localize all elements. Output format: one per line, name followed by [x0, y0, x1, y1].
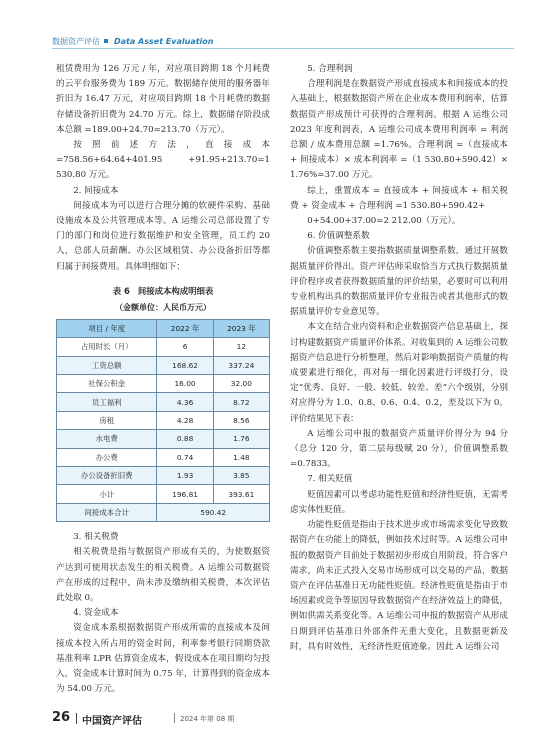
table-cell: 4.36 [157, 393, 213, 411]
table-cell: 办公费 [57, 448, 157, 466]
table-cell: 16.00 [157, 375, 213, 393]
paragraph: 合理利润是在数据资产形成直接成本和间接成本的投入基础上，根据数据资产所在企业成本费用利润率，估算数据资产形成预计可获得的合理利润。根据 A 运维公司 2023 年度利润表，A 运维公司成本费用利润率 = 利润总额 / 成本费用总额 =1.76%。合理利润 =（直接成本 + 间接成本）× 成本利润率 =（1 530.80+590.42）× 1.76%=37.00 万元。 [290, 79, 508, 181]
table-cell: 房租 [57, 411, 157, 429]
table-cell: 3.85 [213, 466, 269, 484]
paragraph: 贬值因素可以考虑功能性贬值和经济性贬值，无需考虑实体性贬值。 [290, 489, 508, 515]
paragraph: 价值调整系数主要指数据质量调整系数，通过开展数据质量评价得出。资产评估师采取恰当方式执行数据质量评价程序或者获得数据质量的评价结果，必要时可以利用专业机构出具的数据质量评价专业报告或者其他形式的数据质量评价专业意见等。 [290, 246, 508, 318]
subheading: 3. 相关税费 [73, 532, 119, 543]
paragraph: 按照前述方法，直接成本 =758.56+64.64+401.95 +91.95+213.70=1 530.80 万元。 [56, 140, 270, 181]
paragraph: 资金成本系根据数据资产形成所需的直接成本及间接成本投入所占用的资金时间，利率参考银行同期贷款基准利率 LPR 估算资金成本，假设成本在项目期均匀投入，资金成本计算时间为 0.75 年，计算得到的资金成本为 54.00 万元。 [56, 623, 270, 695]
table-row [57, 411, 270, 429]
table-row [57, 466, 270, 484]
table-title-text: 间接成本构成明细表 [137, 285, 214, 296]
table-total-label: 间接成本合计 [57, 503, 157, 521]
subheading: 5. 合理利润 [307, 64, 353, 74]
table-total-row [57, 503, 270, 521]
formula-continuation: 0+54.00+37.00=2 212.00（万元）。 [307, 216, 461, 227]
subheading: 4. 资金成本 [73, 608, 119, 619]
table-cell: 12 [213, 338, 269, 356]
table-cell: 4.28 [157, 411, 213, 429]
magazine-name: 中国资产评估 [82, 716, 142, 727]
table-header: 项目 / 年度 [57, 319, 157, 337]
table-cell: 1.76 [213, 430, 269, 448]
table-cell: 占用时长（月） [57, 338, 157, 356]
left-lower-text [56, 530, 270, 697]
table-cell: 393.61 [213, 485, 269, 503]
paragraph: 间接成本为可以进行合理分摊的软硬件采购、基础设施成本及公共管理成本等。A 运维公司总部设置了专门的部门和岗位进行数据维护和安全管理，员工约 20 人，总部人员薪酬、办公区域租赁、办公设备折旧等都归属于间接费用。具体明细如下： [56, 200, 270, 272]
table-cell: 0.74 [157, 448, 213, 466]
subheading: 2. 间接成本 [73, 185, 119, 196]
table-cell: 6 [157, 338, 213, 356]
table-row [57, 448, 270, 466]
table-title [56, 285, 270, 297]
table-row [57, 393, 270, 411]
table-row [57, 356, 270, 374]
section-title-cn: 数据资产评估 [52, 37, 100, 46]
right-column [290, 62, 508, 655]
table-row [57, 485, 270, 503]
table-cell: 196.81 [157, 485, 213, 503]
section-title [52, 36, 213, 47]
table-cell: 32.00 [213, 375, 269, 393]
bullet-square-icon [104, 39, 108, 43]
table-cell: 员工福利 [57, 393, 157, 411]
table-total-value: 590.42 [157, 503, 270, 521]
paragraph: A 运维公司申报的数据资产质量评价得分为 94 分（总分 120 分，第二层每级赋 20 分），价值调整系数 =0.7833。 [290, 428, 508, 470]
table-number: 表 6 [112, 285, 130, 296]
table-cell: 工资总额 [57, 356, 157, 374]
issue-label: 2024 年第 08 期 [180, 715, 235, 723]
left-column [56, 62, 270, 697]
header-divider [52, 48, 514, 49]
subheading: 6. 价值调整系数 [307, 231, 370, 242]
paragraph: 综上，重置成本 = 直接成本 + 间接成本 + 相关税费 + 资金成本 + 合理利润 =1 530.80+590.42+ [290, 185, 508, 211]
table-header-row [57, 319, 270, 337]
table-row [57, 375, 270, 393]
footer-separator [174, 713, 175, 723]
table-cell: 168.62 [157, 356, 213, 374]
paragraph: 相关税费是指与数据资产形成有关的，为使数据资产达到可使用状态发生的相关税费。A 运维公司数据资产在形成的过程中，尚未涉及缴纳相关税费，本次评估此处取 0。 [56, 547, 270, 603]
table-cell: 水电费 [57, 430, 157, 448]
subheading: 7. 相关贬值 [307, 474, 353, 485]
table-subtitle: （金额单位：人民币万元） [115, 302, 211, 312]
indirect-cost-table [56, 319, 270, 522]
table-cell: 办公设备折旧费 [57, 466, 157, 484]
table-cell: 8.56 [213, 411, 269, 429]
table-cell: 1.93 [157, 466, 213, 484]
table-cell: 小计 [57, 485, 157, 503]
table-cell: 8.72 [213, 393, 269, 411]
table-row [57, 338, 270, 356]
page-header [0, 0, 554, 44]
page-number: 26 [52, 710, 71, 725]
table-cell: 1.48 [213, 448, 269, 466]
page-footer [52, 710, 514, 726]
table-cell: 0.88 [157, 430, 213, 448]
table-row [57, 430, 270, 448]
table-header: 2022 年 [157, 319, 213, 337]
table-cell: 337.24 [213, 356, 269, 374]
paragraph: 租赁费用为 126 万元 / 年，对应项目跨期 18 个月耗费的云平台服务费为 189 万元。数据储存使用的服务器年折旧为 16.47 万元，对应项目跨期 18 个月耗费的数据存储设备折旧费为 24.70 万元。综上，数据储存阶段成本总额 =189.00+24.70=213.70（万元）。 [56, 64, 270, 135]
section-title-en: Data Asset Evaluation [114, 37, 214, 46]
footer-divider [76, 713, 77, 724]
paragraph: 本文在结合业内资料和企业数据资产信息基础上，探讨构建数据资产质量评价体系。对收集到的 A 运维公司数据资产信息进行分析整理，然后对影响数据资产质量的构成要素进行细化，再对每一细化因素进行评级打分，设定“优秀、良好、一般、较低、较差、差”六个级别，分别对应得分为 1.0、0.8、0.6、0.4、0.2，差及以下为 0。评价结果见下表： [290, 322, 508, 424]
table-cell: 社保公积金 [57, 375, 157, 393]
table-header: 2023 年 [213, 319, 269, 337]
paragraph: 功能性贬值是指由于技术进步或市场需求变化导致数据资产在功能上的降低，例如技术过时等。A 运维公司申报的数据资产目前处于数据初步形成自用阶段，符合客户需求，尚未正式投入交易市场形成可以交易的产品，数据资产在评估基准日无功能性贬值。经济性贬值是指由于市场因素或竞争等原因导致数据资产在经济效益上的降低，例如供需关系变化等。A 运维公司申报的数据资产从形成日期到评估基准日外部条件无重大变化，且数据更新及时，具有时效性，无经济性贬值迹象。因此 A 运维公司 [290, 520, 508, 652]
